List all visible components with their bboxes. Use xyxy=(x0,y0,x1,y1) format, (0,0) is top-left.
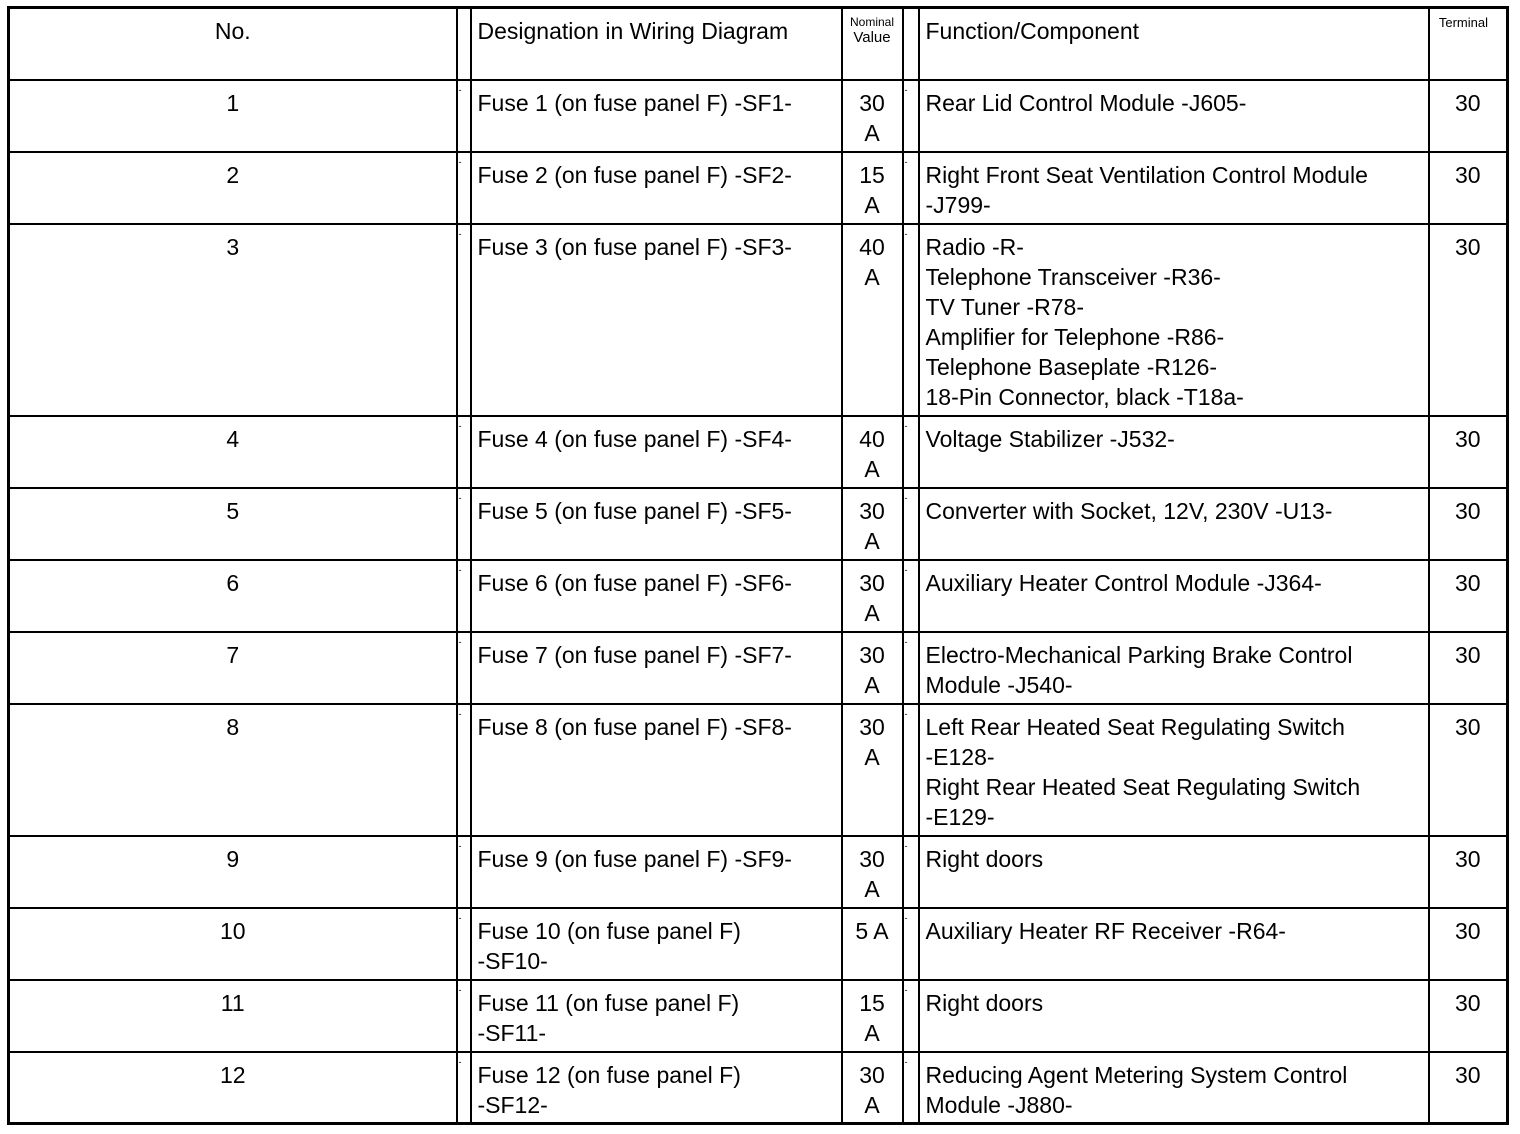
table-row xyxy=(9,416,1508,488)
row-marker: - xyxy=(457,152,471,224)
row-function xyxy=(919,488,1429,560)
row-terminal: 30 xyxy=(1429,632,1508,704)
row-marker-2: - xyxy=(903,704,919,836)
header-terminal: Terminal xyxy=(1429,8,1508,80)
table-row xyxy=(9,488,1508,560)
row-marker-2: - xyxy=(903,416,919,488)
row-function xyxy=(919,704,1429,836)
row-designation: Fuse 3 (on fuse panel F) -SF3- xyxy=(471,224,842,416)
header-nominal-line2: Value xyxy=(853,29,891,46)
row-function xyxy=(919,152,1429,224)
row-number: 6 xyxy=(9,560,457,632)
row-function xyxy=(919,632,1429,704)
fuse-table-wrapper xyxy=(7,6,1509,1125)
row-nominal-value: 30 A xyxy=(842,704,903,836)
header-nominal-value xyxy=(842,8,903,80)
table-row xyxy=(9,632,1508,704)
row-designation: Fuse 6 (on fuse panel F) -SF6- xyxy=(471,560,842,632)
row-designation: Fuse 4 (on fuse panel F) -SF4- xyxy=(471,416,842,488)
function-line: Electro-Mechanical Parking Brake Control Module -J540- xyxy=(925,641,1353,698)
row-number: 8 xyxy=(9,704,457,836)
row-terminal: 30 xyxy=(1429,908,1508,980)
row-number: 7 xyxy=(9,632,457,704)
row-function xyxy=(919,80,1429,152)
table-row xyxy=(9,836,1508,908)
header-nominal-line1: Nominal xyxy=(849,15,894,29)
row-marker: - xyxy=(457,1052,471,1124)
row-nominal-value: 30 A xyxy=(842,488,903,560)
row-marker-2: - xyxy=(903,632,919,704)
function-line: Converter with Socket, 12V, 230V -U13- xyxy=(925,497,1333,524)
row-terminal: 30 xyxy=(1429,1052,1508,1124)
function-line: 18-Pin Connector, black -T18a- xyxy=(925,383,1244,410)
row-terminal: 30 xyxy=(1429,224,1508,416)
row-number: 10 xyxy=(9,908,457,980)
row-function xyxy=(919,416,1429,488)
function-line: TV Tuner -R78- xyxy=(925,293,1084,320)
row-function xyxy=(919,560,1429,632)
header-designation: Designation in Wiring Diagram xyxy=(471,8,842,80)
fuse-table-body xyxy=(9,80,1508,1124)
function-line: Right Front Seat Ventilation Control Module -J799- xyxy=(925,161,1368,218)
row-marker-2: - xyxy=(903,80,919,152)
row-designation: Fuse 10 (on fuse panel F) -SF10- xyxy=(471,908,842,980)
row-marker-2: - xyxy=(903,224,919,416)
table-row xyxy=(9,1052,1508,1124)
row-designation: Fuse 12 (on fuse panel F) -SF12- xyxy=(471,1052,842,1124)
function-line: Amplifier for Telephone -R86- xyxy=(925,323,1225,350)
row-marker: - xyxy=(457,560,471,632)
header-spacer xyxy=(457,8,471,80)
row-terminal: 30 xyxy=(1429,488,1508,560)
row-number: 9 xyxy=(9,836,457,908)
row-marker-2: - xyxy=(903,980,919,1052)
function-line: Auxiliary Heater RF Receiver -R64- xyxy=(925,917,1286,944)
row-marker: - xyxy=(457,488,471,560)
row-number: 1 xyxy=(9,80,457,152)
table-row xyxy=(9,980,1508,1052)
row-function xyxy=(919,1052,1429,1124)
row-function xyxy=(919,224,1429,416)
row-terminal: 30 xyxy=(1429,836,1508,908)
row-function xyxy=(919,980,1429,1052)
table-row xyxy=(9,224,1508,416)
function-line: Rear Lid Control Module -J605- xyxy=(925,89,1247,116)
row-marker: - xyxy=(457,416,471,488)
table-row xyxy=(9,908,1508,980)
row-designation: Fuse 5 (on fuse panel F) -SF5- xyxy=(471,488,842,560)
row-nominal-value: 5 A xyxy=(842,908,903,980)
function-line: Left Rear Heated Seat Regulating Switch -E128- xyxy=(925,713,1345,770)
row-number: 3 xyxy=(9,224,457,416)
row-designation: Fuse 2 (on fuse panel F) -SF2- xyxy=(471,152,842,224)
row-terminal: 30 xyxy=(1429,152,1508,224)
function-line: Telephone Baseplate -R126- xyxy=(925,353,1218,380)
row-marker-2: - xyxy=(903,836,919,908)
table-row xyxy=(9,560,1508,632)
row-marker-2: - xyxy=(903,908,919,980)
row-nominal-value: 30 A xyxy=(842,80,903,152)
header-function: Function/Component xyxy=(919,8,1429,80)
row-marker-2: - xyxy=(903,152,919,224)
row-marker: - xyxy=(457,980,471,1052)
row-marker-2: - xyxy=(903,1052,919,1124)
row-terminal: 30 xyxy=(1429,560,1508,632)
function-line: Right Rear Heated Seat Regulating Switch -E129- xyxy=(925,773,1361,830)
row-marker: - xyxy=(457,836,471,908)
row-nominal-value: 40 A xyxy=(842,224,903,416)
row-nominal-value: 30 A xyxy=(842,632,903,704)
row-number: 11 xyxy=(9,980,457,1052)
row-designation: Fuse 11 (on fuse panel F) -SF11- xyxy=(471,980,842,1052)
function-line: Right doors xyxy=(925,845,1044,872)
row-marker: - xyxy=(457,632,471,704)
header-spacer-2 xyxy=(903,8,919,80)
row-designation: Fuse 7 (on fuse panel F) -SF7- xyxy=(471,632,842,704)
row-marker-2: - xyxy=(903,560,919,632)
row-number: 5 xyxy=(9,488,457,560)
row-nominal-value: 30 A xyxy=(842,1052,903,1124)
function-line: Auxiliary Heater Control Module -J364- xyxy=(925,569,1322,596)
row-number: 4 xyxy=(9,416,457,488)
row-nominal-value: 15 A xyxy=(842,152,903,224)
table-row xyxy=(9,80,1508,152)
header-no: No. xyxy=(9,8,457,80)
table-row xyxy=(9,704,1508,836)
row-function xyxy=(919,908,1429,980)
row-marker: - xyxy=(457,908,471,980)
row-number: 2 xyxy=(9,152,457,224)
function-line: Telephone Transceiver -R36- xyxy=(925,263,1221,290)
row-nominal-value: 30 A xyxy=(842,836,903,908)
row-function xyxy=(919,836,1429,908)
row-terminal: 30 xyxy=(1429,704,1508,836)
row-marker: - xyxy=(457,224,471,416)
row-nominal-value: 30 A xyxy=(842,560,903,632)
function-line: Voltage Stabilizer -J532- xyxy=(925,425,1175,452)
row-marker-2: - xyxy=(903,488,919,560)
row-nominal-value: 40 A xyxy=(842,416,903,488)
row-designation: Fuse 8 (on fuse panel F) -SF8- xyxy=(471,704,842,836)
function-line: Right doors xyxy=(925,989,1044,1016)
row-number: 12 xyxy=(9,1052,457,1124)
function-line: Reducing Agent Metering System Control Module -J880- xyxy=(925,1061,1348,1118)
row-terminal: 30 xyxy=(1429,80,1508,152)
row-terminal: 30 xyxy=(1429,416,1508,488)
fuse-table xyxy=(7,6,1509,1125)
row-marker: - xyxy=(457,80,471,152)
row-marker: - xyxy=(457,704,471,836)
row-designation: Fuse 1 (on fuse panel F) -SF1- xyxy=(471,80,842,152)
function-line: Radio -R- xyxy=(925,233,1024,260)
row-terminal: 30 xyxy=(1429,980,1508,1052)
row-designation: Fuse 9 (on fuse panel F) -SF9- xyxy=(471,836,842,908)
header-row xyxy=(9,8,1508,80)
table-row xyxy=(9,152,1508,224)
row-nominal-value: 15 A xyxy=(842,980,903,1052)
